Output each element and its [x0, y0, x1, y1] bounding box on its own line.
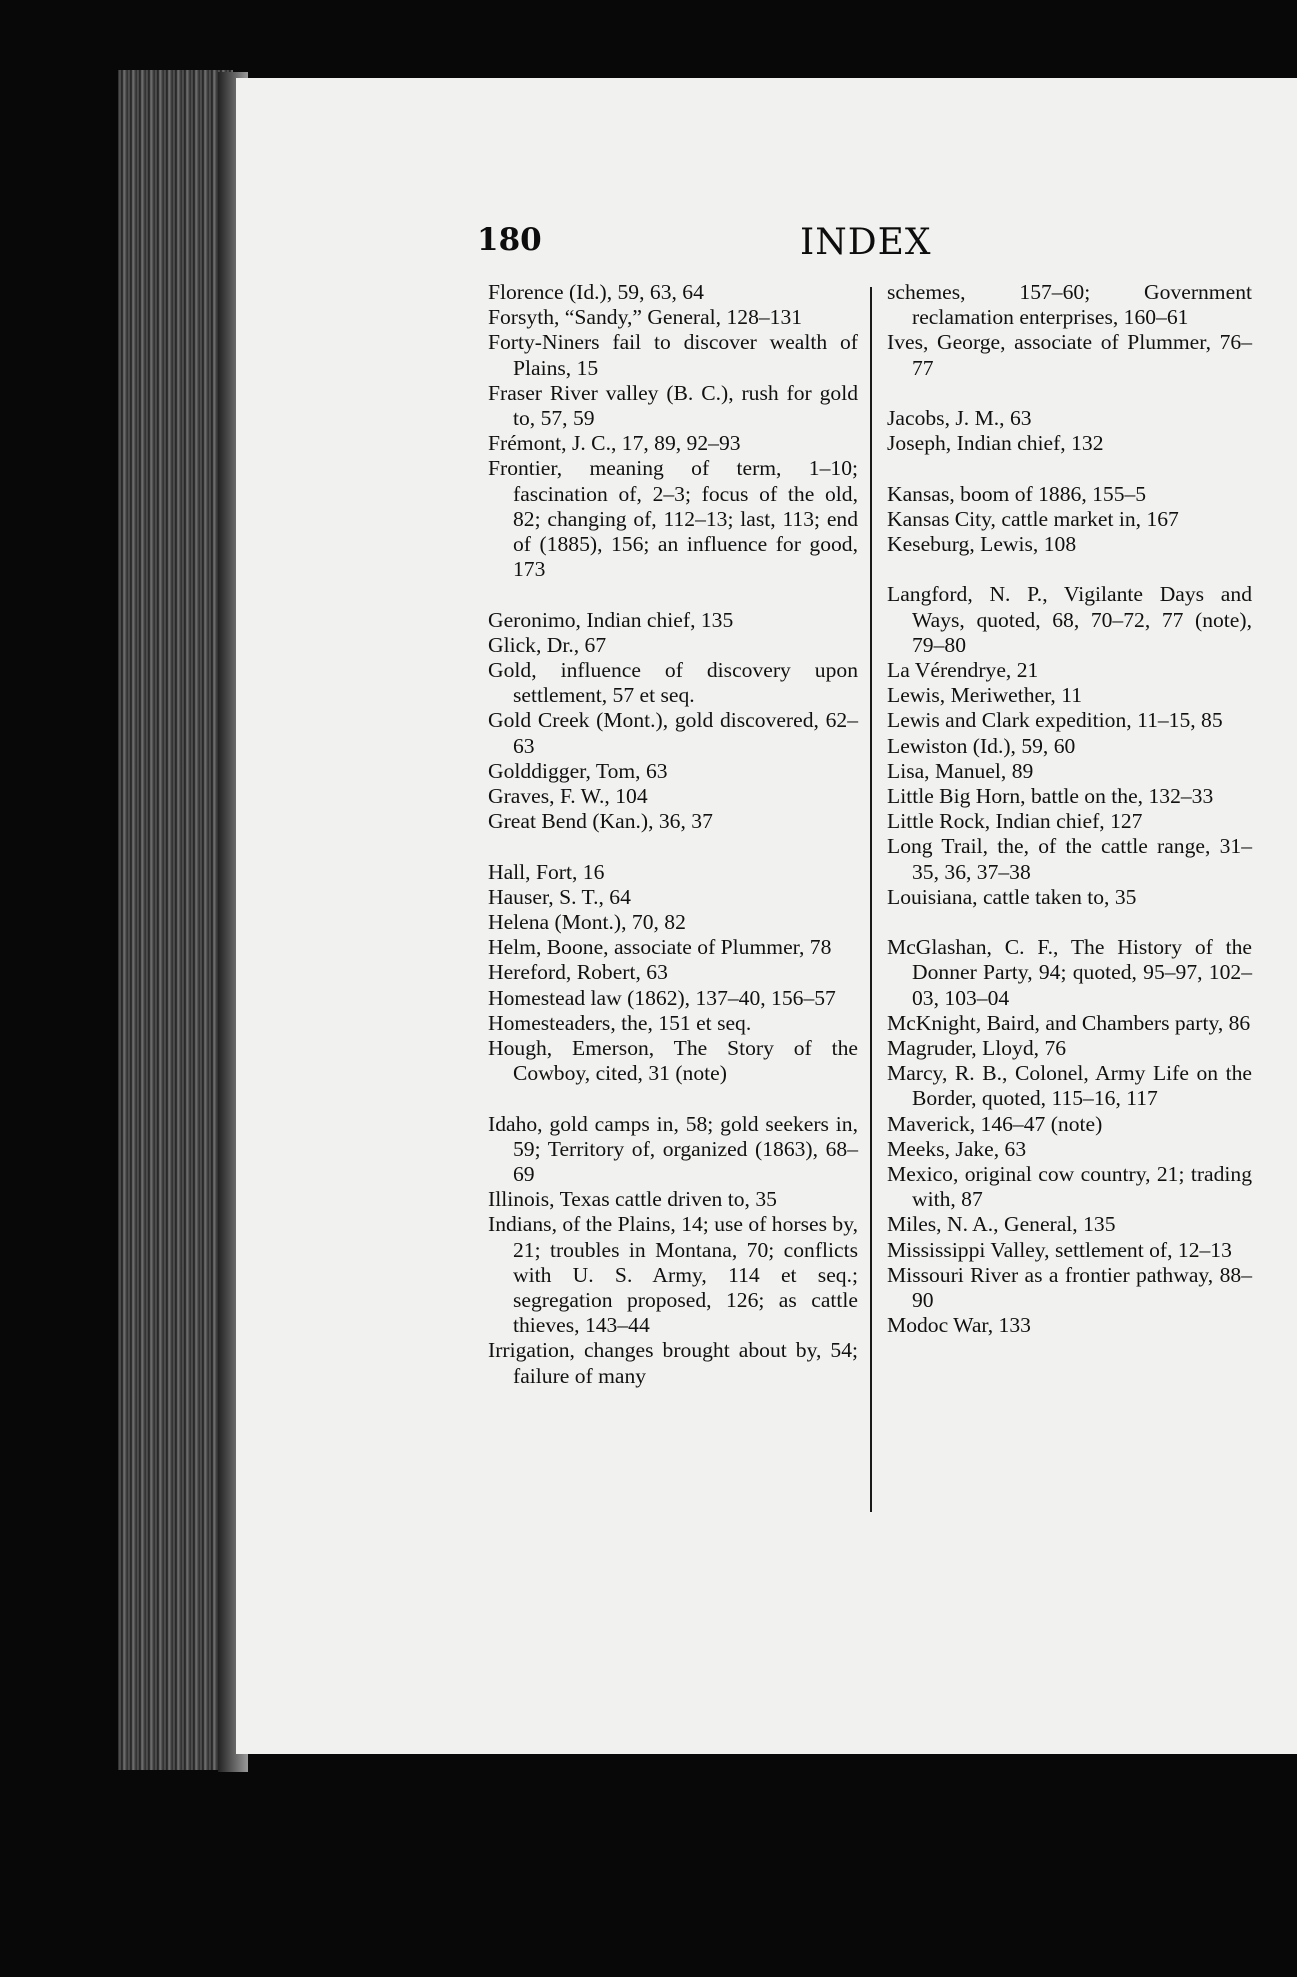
index-entry: Kansas City, cattle market in, 167 [887, 506, 1179, 531]
index-group-gap [488, 834, 858, 859]
index-entry: Mississippi Valley, settlement of, 12–13 [887, 1237, 1232, 1262]
index-entry: Meeks, Jake, 63 [887, 1136, 1027, 1161]
index-group-gap [887, 557, 1252, 582]
index-entry: La Vérendrye, 21 [887, 658, 1039, 682]
index-entry: Lewis, Meriwether, 11 [887, 683, 1083, 708]
index-entry: Modoc War, 133 [887, 1313, 1031, 1338]
page-number: 180 [477, 222, 542, 258]
index-entry: Homestead law (1862), 137–40, 156–57 [488, 985, 836, 1010]
index-entry: Frontier, meaning of term, 1–10; fascination of, 2–3; focus of the old, 82; changing of, 112–13; last, 113; end of (1885), 156; an influence for good, 173 [488, 456, 858, 582]
index-entry: Idaho, gold camps in, 58; gold seekers in, 59; Territory of, organized (1863), 68–69 [488, 1111, 858, 1187]
index-entry: Louisiana, cattle taken to, 35 [887, 884, 1137, 909]
index-entry: Hough, Emerson, The Story of the Cowboy, cited, 31 (note) [488, 1036, 858, 1086]
index-entry: Irrigation, changes brought about by, 54; failure of many [488, 1338, 858, 1388]
index-entry: Forty-Niners fail to discover wealth of Plains, 15 [488, 330, 858, 380]
index-column-left [488, 280, 858, 1389]
index-entry: Graves, F. W., 104 [488, 784, 648, 809]
index-entry: Indians, of the Plains, 14; use of horses by, 21; troubles in Montana, 70; conflicts with U. S. Army, 114 et seq.; segregation proposed, 126; as cattle thieves, 143–44 [488, 1212, 858, 1338]
index-entry: Missouri River as a frontier pathway, 88–90 [887, 1262, 1252, 1313]
index-entry: McKnight, Baird, and Chambers party, 86 [887, 1010, 1251, 1035]
index-entry: Magruder, Lloyd, 76 [887, 1036, 1067, 1061]
index-entry: Illinois, Texas cattle driven to, 35 [488, 1187, 777, 1212]
index-entry: Kansas, boom of 1886, 155–5 [887, 481, 1147, 506]
index-entry: Hereford, Robert, 63 [488, 960, 668, 985]
index-entry: Miles, N. A., General, 135 [887, 1212, 1116, 1237]
index-entry: Gold, influence of discovery upon settlement, 57 et seq. [488, 658, 858, 708]
index-group-gap [488, 582, 858, 607]
index-entry: Helm, Boone, associate of Plummer, 78 [488, 935, 832, 960]
column-divider [870, 287, 872, 1512]
index-entry: Mexico, original cow country, 21; trading with, 87 [887, 1162, 1252, 1212]
page-title: INDEX [800, 222, 932, 263]
index-group-gap [488, 1086, 858, 1111]
index-entry: Geronimo, Indian chief, 135 [488, 607, 734, 632]
index-entry: Keseburg, Lewis, 108 [887, 532, 1077, 556]
index-group-gap [887, 456, 1252, 481]
index-entry: Glick, Dr., 67 [488, 632, 607, 657]
index-entry: Little Big Horn, battle on the, 132–33 [887, 784, 1214, 809]
index-column-right [887, 280, 1252, 1338]
index-entry: Golddigger, Tom, 63 [488, 758, 668, 783]
index-entry: Great Bend (Kan.), 36, 37 [488, 809, 713, 834]
index-entry: Hall, Fort, 16 [488, 859, 605, 884]
index-entry: Ives, George, associate of Plummer, 76–77 [887, 330, 1252, 380]
index-entry: schemes, 157–60; Government reclamation enterprises, 160–61 [887, 280, 1252, 330]
index-group-gap [887, 910, 1252, 935]
index-entry: McGlashan, C. F., The History of the Donner Party, 94; quoted, 95–97, 102–03, 103–04 [887, 935, 1252, 1010]
index-entry: Lewiston (Id.), 59, 60 [887, 733, 1076, 758]
index-entry: Florence (Id.), 59, 63, 64 [488, 280, 704, 304]
index-entry: Helena (Mont.), 70, 82 [488, 910, 686, 935]
index-group-gap [887, 381, 1252, 406]
index-entry: Langford, N. P., Vigilante Days and Ways, quoted, 68, 70–72, 77 (note), 79–80 [887, 582, 1252, 657]
index-entry: Hauser, S. T., 64 [488, 884, 631, 909]
index-entry: Forsyth, “Sandy,” General, 128–131 [488, 305, 803, 330]
index-entry: Joseph, Indian chief, 132 [887, 431, 1104, 456]
index-entry: Jacobs, J. M., 63 [887, 406, 1032, 430]
index-entry: Frémont, J. C., 17, 89, 92–93 [488, 431, 741, 456]
index-entry: Lewis and Clark expedition, 11–15, 85 [887, 708, 1223, 733]
index-entry: Gold Creek (Mont.), gold discovered, 62–63 [488, 708, 858, 758]
index-entry: Homesteaders, the, 151 et seq. [488, 1010, 752, 1035]
index-entry: Long Trail, the, of the cattle range, 31–35, 36, 37–38 [887, 834, 1252, 884]
page-edges [118, 70, 233, 1770]
index-entry: Fraser River valley (B. C.), rush for gold to, 57, 59 [488, 380, 858, 431]
index-entry: Little Rock, Indian chief, 127 [887, 809, 1143, 834]
index-entry: Maverick, 146–47 (note) [887, 1111, 1103, 1136]
index-entry: Marcy, R. B., Colonel, Army Life on the Border, quoted, 115–16, 117 [887, 1061, 1252, 1111]
index-entry: Lisa, Manuel, 89 [887, 758, 1034, 783]
